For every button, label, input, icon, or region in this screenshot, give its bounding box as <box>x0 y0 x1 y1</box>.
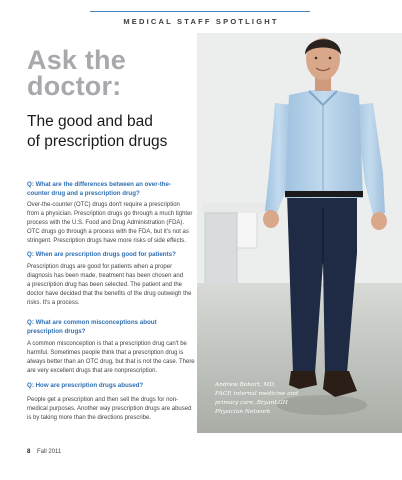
headline-title <box>27 47 197 99</box>
doctor-illustration <box>197 33 402 433</box>
page-footer <box>27 449 61 455</box>
photo-caption <box>215 381 335 417</box>
answer-line: stringent. Prescription drugs have more risks of side effects. <box>27 238 186 244</box>
answer <box>27 201 199 246</box>
question-line: prescription drugs? <box>27 328 86 335</box>
caption-line: primary care, BryanLGH <box>215 400 288 406</box>
answer-line: OTC drugs go through a process with the FDA, but it's not as <box>27 229 189 235</box>
answer-line: diagnosis has been made, treatment has been chosen and <box>27 273 184 279</box>
answer-line: is by taking more than the directions prescribe. <box>27 415 152 421</box>
issue-label: Fall 2011 <box>37 449 62 455</box>
answer-line: from a physician. Prescription drugs go through a much tighter <box>27 211 193 217</box>
qa-block <box>27 250 199 308</box>
answer-line: Over-the-counter (OTC) drugs don't require a prescription <box>27 202 180 208</box>
answer <box>27 396 199 423</box>
answer-line: always better than an OTC drug, but that is not the case. There <box>27 359 195 365</box>
caption-line: Andrew Bohart, MD, <box>215 382 276 388</box>
answer-line: process with the U.S. Food and Drug Administration (FDA). <box>27 220 185 226</box>
answer-line: are very excellent drugs that are nonprescription. <box>27 368 158 374</box>
answer <box>27 263 199 308</box>
question <box>27 381 199 390</box>
answer-line: medical purposes. Another way prescription drugs are abused <box>27 406 192 412</box>
answer-line: harmful. Sometimes people think that a prescription drug is <box>27 350 184 356</box>
question-line: Q: What are the differences between an over-the- <box>27 181 172 188</box>
answer-line: doctor have decided that the benefits of the drug outweigh the <box>27 291 192 297</box>
title-line: Ask the <box>27 45 126 75</box>
subtitle-line: The good and bad <box>27 113 153 130</box>
answer-line: Prescription drugs are good for patients when a proper <box>27 264 173 270</box>
subtitle-line: of prescription drugs <box>27 133 168 150</box>
answer-line: A common misconception is that a prescription drug can't be <box>27 341 187 347</box>
page-number: 8 <box>27 449 31 455</box>
header-rule <box>90 11 310 12</box>
headline-subtitle <box>27 112 207 152</box>
qa-block <box>27 318 199 376</box>
title-line: doctor: <box>27 71 122 101</box>
question-line: counter drug and a prescription drug? <box>27 190 140 197</box>
question-line: Q: What are common misconceptions about <box>27 319 157 326</box>
question <box>27 180 199 198</box>
question <box>27 318 199 336</box>
question <box>27 250 199 259</box>
answer <box>27 340 199 376</box>
answer-line: risks. It's a process. <box>27 300 80 306</box>
question-line: Q: How are prescription drugs abused? <box>27 382 144 389</box>
section-kicker: MEDICAL STAFF SPOTLIGHT <box>123 17 279 26</box>
answer-line: a prescription drug has been selected. The patient and the <box>27 282 182 288</box>
answer-line: People get a prescription and then sell the drugs for non- <box>27 397 179 403</box>
question-line: Q: When are prescription drugs good for patients? <box>27 251 176 258</box>
qa-block <box>27 381 199 423</box>
caption-line: Physician Network <box>215 409 271 415</box>
qa-block <box>27 180 199 246</box>
caption-line: FACP, internal medicine and <box>215 391 299 397</box>
doctor-photo <box>197 33 402 433</box>
